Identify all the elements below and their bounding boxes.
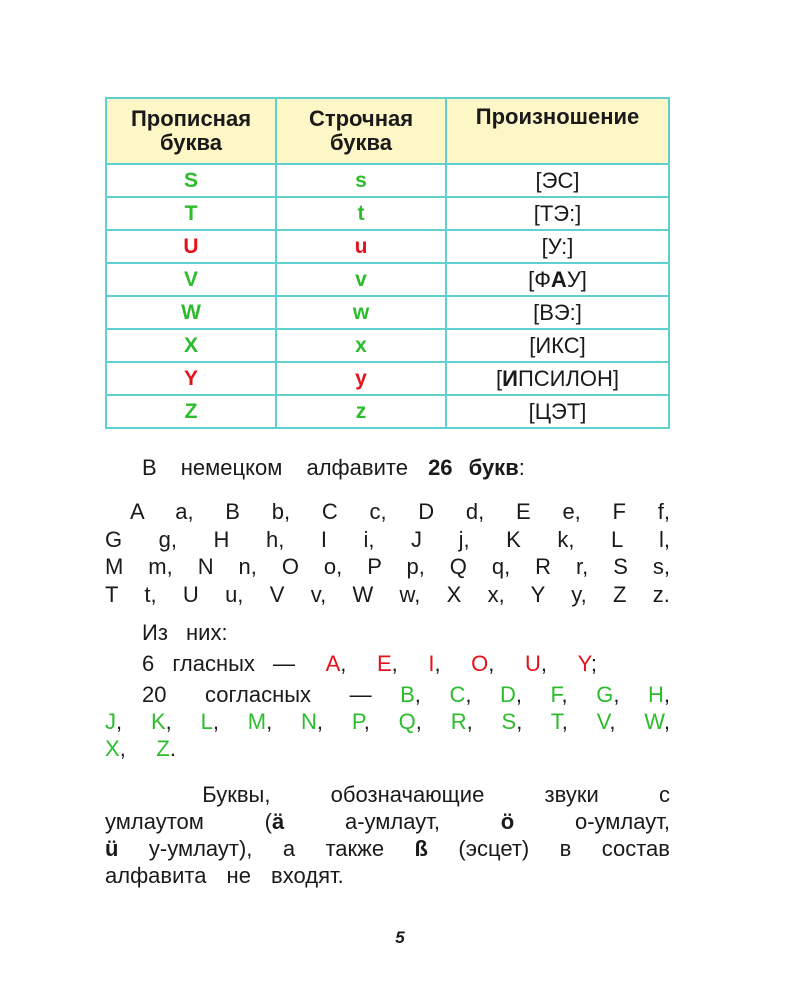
alphabet-letter: R [535,554,552,579]
alphabet-letter: l, [658,527,670,552]
vowel-letter: Y [577,651,591,676]
alphabet-letter: b, [271,499,291,524]
consonant-letter: S [501,709,517,734]
pronunciation [446,263,669,296]
pronunciation [446,395,669,428]
alphabet-letter: x, [487,582,505,607]
note-line-4: алфавита не входят. [105,863,344,888]
uppercase-letter: S [106,164,276,197]
lowercase-letter: v [276,263,446,296]
note-word: с [659,782,670,807]
pronunciation-text: ПСИЛОН] [517,365,619,391]
consonant-letter: M [247,709,267,734]
alphabet-letter: J [411,527,423,552]
uppercase-letter: Y [106,362,276,395]
pronunciation [446,296,669,329]
vowel-letter: I [428,651,435,676]
header-pronunciation: Произношение [446,98,669,164]
consonant-letter: J [105,709,116,734]
vowel-letter: E [376,651,392,676]
alphabet-letter: p, [406,554,425,579]
consonant-letter: N [301,709,317,734]
consonants-line-1: 20 согласных — B, C, D, F, G, H, [142,682,670,707]
table-row [106,197,669,230]
uppercase-letter: V [106,263,276,296]
table-row [106,230,669,263]
stressed-sound: А [550,266,567,292]
alphabet-letter: N [197,554,214,579]
alphabet-letter: S [613,554,628,579]
consonant-letter: B [400,682,415,707]
pronunciation-text: [ИКС] [529,332,586,358]
alphabet-letter: j, [458,527,470,552]
alphabet-letter: P [367,554,382,579]
alphabet-line [105,554,670,580]
alphabet-line [105,499,670,525]
alphabet-letter: Y [530,582,545,607]
note-line-1 [105,782,670,808]
consonant-letter: G [596,682,614,707]
pronunciation-text: [ЦЭТ] [528,398,587,424]
consonant-letter: W [644,709,664,734]
consonant-letter: Z [156,736,170,761]
alphabet-letter: Z [613,582,627,607]
note-word: звуки [544,782,599,807]
consonant-letter: R [450,709,467,734]
pronunciation-text: [ [496,365,503,391]
lowercase-letter: t [276,197,446,230]
consonant-letter: T [550,709,562,734]
alphabet-letter: c, [369,499,387,524]
alphabet-letter: u, [225,582,244,607]
alphabet-letter: L [610,527,623,552]
alphabet-letter: o, [323,554,343,579]
pronunciation [446,362,669,395]
alphabet-letter: h, [265,527,285,552]
uppercase-letter: Z [106,395,276,428]
consonant-letter: V [596,709,610,734]
alphabet-line [105,527,670,553]
lowercase-letter: y [276,362,446,395]
header-uppercase: Прописная буква [106,98,276,164]
alphabet-letter: H [213,527,230,552]
consonant-letter: Q [398,709,416,734]
pronunciation [446,197,669,230]
pronunciation [446,164,669,197]
lowercase-letter: z [276,395,446,428]
header-lowercase: Строчная буква [276,98,446,164]
stressed-sound: И [502,365,518,391]
consonant-letter: H [647,682,664,707]
alphabet-letter: e, [562,499,581,524]
alphabet-letter: I [320,527,327,552]
alphabet-letter: t, [144,582,157,607]
vowels-line: 6 гласных — A, E, I, O, U, Y; [142,651,597,676]
uppercase-letter: W [106,296,276,329]
alphabet-letter: k, [557,527,575,552]
alphabet-table [105,97,670,429]
pronunciation-text: [Ф [528,266,551,292]
alphabet-letter: A [130,499,144,524]
consonant-letter: X [105,736,120,761]
pronunciation-text: [У:] [541,233,574,259]
alphabet-letter: a, [175,499,194,524]
alphabet-letter: X [446,582,462,607]
uppercase-letter: X [106,329,276,362]
alphabet-letter: B [225,499,240,524]
page-number: 5 [395,928,405,947]
alphabet-letter: y, [571,582,587,607]
consonant-letter: P [351,709,364,734]
table-row [106,395,669,428]
table-row [106,164,669,197]
table-row [106,296,669,329]
alphabet-letter: z. [652,582,670,607]
pronunciation-text: У] [566,266,587,292]
intro-line: В немецком алфавите 26 букв: [142,455,525,480]
alphabet-letter: v, [310,582,327,607]
alphabet-letter: T [105,582,119,607]
alphabet-line [105,582,670,608]
alphabet-letter: w, [399,582,421,607]
vowel-letter: O [471,651,489,676]
consonant-letter: C [449,682,466,707]
alphabet-letter: V [269,582,285,607]
note-line-2: умлаутом (ä а-умлаут, ö о-умлаут, [105,809,670,834]
alphabet-letter: K [506,527,521,552]
alphabet-letter: d, [465,499,485,524]
alphabet-letter: C [321,499,338,524]
alphabet-letter: g, [158,527,178,552]
alphabet-letter: m, [148,554,173,579]
consonant-letter: F [550,682,562,707]
pronunciation [446,230,669,263]
consonants-line-2: J, K, L, M, N, P, Q, R, S, T, V, W, [105,709,670,734]
alphabet-letter: F [612,499,626,524]
alphabet-letter: f, [657,499,670,524]
alphabet-letter: n, [238,554,257,579]
uppercase-letter: U [106,230,276,263]
alphabet-letter: i, [363,527,375,552]
alphabet-letter: G [105,527,123,552]
alphabet-letter: W [352,582,374,607]
vowel-letter: U [524,651,541,676]
consonants-line-3: X, Z. [105,736,176,761]
consonants-label: 20 согласных — [142,682,372,707]
table-body [106,164,669,428]
pronunciation-text: [ВЭ:] [533,299,582,325]
alphabet-letter: M [105,554,124,579]
lowercase-letter: w [276,296,446,329]
table-row [106,263,669,296]
pronunciation [446,329,669,362]
alphabet-letter: E [516,499,531,524]
alphabet-letter: U [182,582,199,607]
lowercase-letter: u [276,230,446,263]
pronunciation-text: [ТЭ:] [533,200,582,226]
pronunciation-text: [ЭС] [535,167,580,193]
note-word: обозначающие [330,782,485,807]
consonant-letter: D [500,682,516,707]
vowel-letter: A [325,651,341,676]
lowercase-letter: s [276,164,446,197]
lowercase-letter: x [276,329,446,362]
table-row [106,329,669,362]
alphabet-letter: Q [449,554,467,579]
uppercase-letter: T [106,197,276,230]
alphabet-letter: s, [652,554,670,579]
consonant-letter: K [150,709,166,734]
consonant-letter: L [200,709,213,734]
note-line-3: ü у-умлаут), а также ß (эсцет) в состав [105,836,670,861]
table-header-row [106,98,669,164]
alphabet-letter: O [281,554,299,579]
alphabet-letter: r, [576,554,589,579]
alphabet-letter: q, [491,554,511,579]
note-word: Буквы, [202,782,271,807]
table-row [106,362,669,395]
alphabet-letter: D [418,499,435,524]
of-them-line: Из них: [142,620,228,645]
